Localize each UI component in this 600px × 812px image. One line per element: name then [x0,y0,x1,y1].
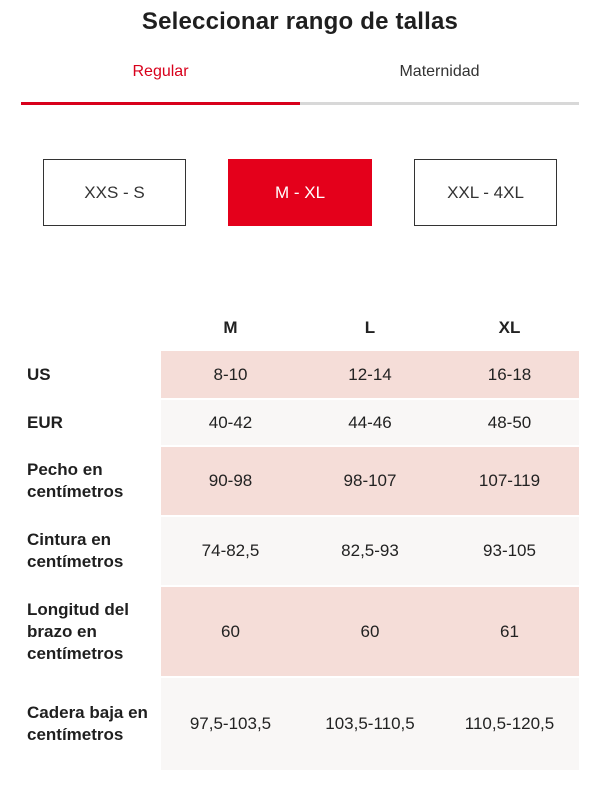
tab-regular[interactable]: Regular [132,63,189,80]
row-cells [161,400,579,445]
row-cells [161,517,579,585]
tab-active-indicator [21,102,300,105]
tab-maternity[interactable]: Maternidad [399,63,480,80]
table-cell: 61 [500,621,519,641]
table-cell: 110,5-120,5 [464,714,555,733]
row-cells [161,351,579,398]
row-cells [161,447,579,515]
row-cells [161,587,579,676]
column-header-m: M [223,318,238,337]
table-header-row [21,305,579,351]
table-row [21,678,579,770]
page-title: Seleccionar rango de tallas [141,8,459,35]
table-cell: 74-82,5 [201,541,260,560]
table-row [21,517,579,587]
row-label: Cintura en centímetros [27,530,124,571]
table-cell: 16-18 [487,364,532,384]
table-cell: 60 [360,621,380,641]
table-cell: 60 [221,621,240,641]
table-cell: 107-119 [478,471,541,490]
row-label: EUR [27,412,63,432]
size-range-tabs [21,58,579,106]
table-header-cells [161,305,579,351]
table-cell: 82,5-93 [341,541,399,560]
table-row [21,447,579,517]
range-button-m-xl[interactable]: M - XL [228,159,372,226]
table-cell: 98-107 [343,471,397,490]
table-cell: 103,5-110,5 [325,714,415,733]
column-header-l: L [364,318,376,337]
table-cell: 48-50 [487,412,532,432]
range-button-xxs-s[interactable]: XXS - S [43,159,186,226]
table-cell: 93-105 [483,541,536,560]
row-label: Pecho en centímetros [27,460,124,501]
row-label: US [27,364,51,384]
table-cell: 90-98 [208,471,253,490]
size-table [21,305,579,770]
table-row [21,351,579,400]
row-label: Longitud del brazo en centímetros [27,599,129,663]
row-label: Cadera baja en centímetros [27,703,148,744]
table-cell: 8-10 [213,364,248,384]
row-cells [161,678,579,770]
table-row [21,400,579,447]
table-cell: 12-14 [348,364,392,384]
table-row [21,587,579,678]
table-cell: 97,5-103,5 [189,714,272,733]
range-button-xxl-4xl[interactable]: XXL - 4XL [414,159,557,226]
table-cell: 44-46 [348,412,392,432]
table-cell: 40-42 [208,412,253,432]
column-header-xl: XL [498,318,521,337]
